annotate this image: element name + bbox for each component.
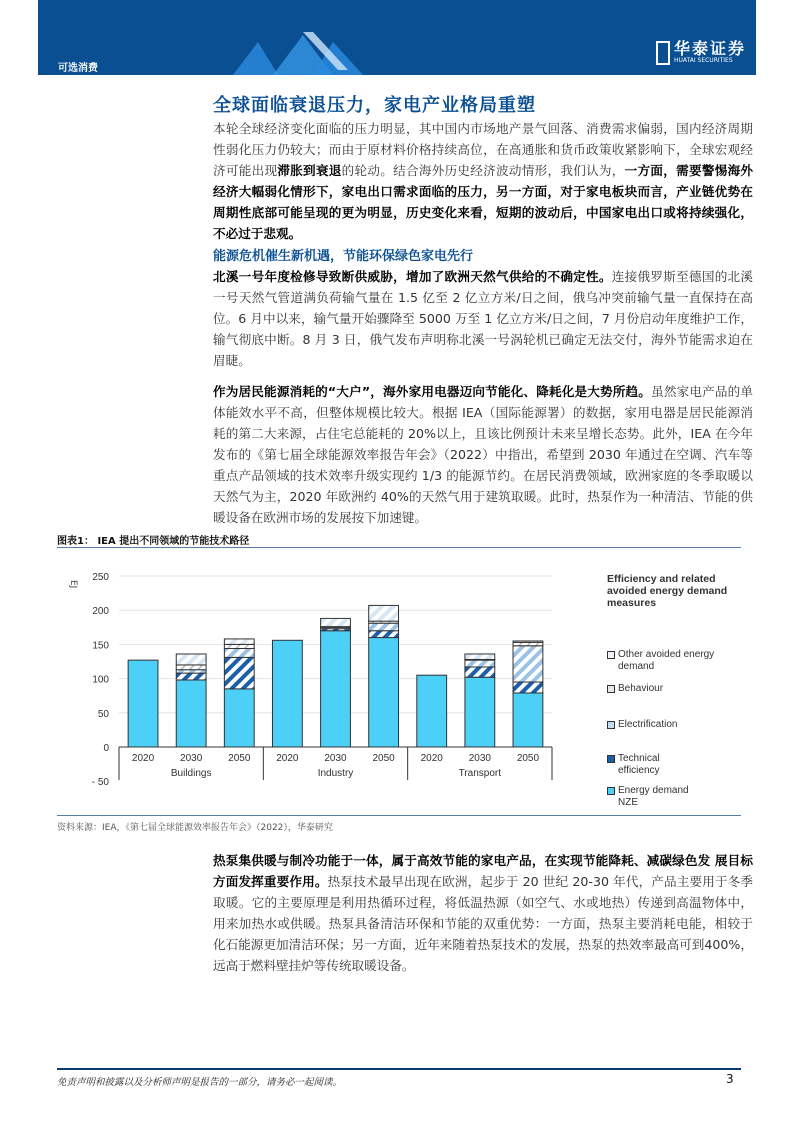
text: 的轮动。结合海外历史经济波动情形，我们认为， [341,163,625,178]
x-tick-label: 2030 [468,753,491,764]
stacked-bar-chart [57,555,597,790]
bar-segment-electrification [465,660,495,667]
legend-item-electrification [607,719,737,731]
x-tick-label: 2020 [131,753,155,764]
bar-segment-energy-demand-nze [417,675,447,747]
bold-text: 北溪一号年度检修导致断供威胁，增加了欧洲天然气供给的不确定性。 [213,269,612,284]
caption-rule [57,547,741,548]
y-tick-label: - 50 [91,777,109,789]
legend-swatch [607,685,615,693]
bar-segment-energy-demand-nze [224,689,254,747]
y-tick-label: 0 [103,743,109,754]
bar-segment-electrification [224,649,254,658]
x-tick-label: 2050 [516,753,540,764]
x-tick-label: 2030 [180,753,203,764]
legend-label: Behaviour [618,683,664,694]
footer-disclaimer: 免责声明和披露以及分析师声明是报告的一部分，请务必一起阅读。 [57,1077,343,1088]
logo-en: HUATAI SECURITIES [673,57,733,64]
bar-segment-behaviour [224,644,254,648]
legend-title: Efficiency and related avoided energy demand measures [607,573,728,609]
figure-source: 资料来源：IEA，《第七届全球能源效率报告年会》（2022），华泰研究 [57,823,333,833]
y-tick-label: 250 [92,572,109,583]
bar-segment-behaviour [513,642,543,645]
y-tick-label: 100 [92,674,109,686]
bar-segment-energy-demand-nze [369,638,399,747]
huatai-logo [656,41,746,65]
bar-segment-electrification [176,670,206,673]
bar-segment-energy-demand-nze [321,631,351,747]
legend-item-other [607,649,737,673]
section-title: 全球面临衰退压力，家电产业格局重塑 [213,95,536,116]
paragraph-4 [213,850,753,976]
page-header [38,0,756,75]
chart-legend [607,573,737,823]
bold-text: 作为居民能源消耗的“大户”，海外家用电器迈向节能化、降耗化是大势所趋。 [213,384,652,399]
group-label: Industry [317,768,354,779]
bar-segment-behaviour [176,665,206,670]
y-tick-label: 200 [92,606,109,618]
subsection-title: 能源危机催生新机遇，节能环保绿色家电先行 [213,249,474,264]
sector-label: 可选消费 [58,63,98,74]
footer-rule [57,1068,741,1070]
legend-label: Electrification [618,719,678,730]
y-tick-label: 50 [97,708,109,720]
bar-segment-energy-demand-nze [176,680,206,747]
legend-swatch [607,721,615,729]
bold-text: 一方面，需要警惕海外经济大幅弱化情形下，家电出口需求面临的压力，另一方面，对于家电板块而言，产业链优势在周期性底部可能呈现的更为明显，历史变化来看，短期的波动后，中国家电出口或将持续强化，不必过于悲观。 [213,163,754,241]
text: 本轮全球经济变化面临的压力明显，其中国内市场地产景气回落、消费需求偏弱，国内经济周期性弱化压力仍较大；而由于原材料价格持续高位，在高通胀和货币政策收紧影响下，全球宏观经济可能出现 [213,121,753,178]
bar-segment-other-avoided-energy-demand [321,618,351,626]
bar-segment-technical-efficiency [176,673,206,680]
bar-segment-technical-efficiency [224,657,254,688]
header-decoration [233,30,373,75]
bar-segment-technical-efficiency [369,631,399,638]
text: 连接俄罗斯至德国的北溪一号天然气管道满负荷输气量在 1.5 亿至 2 亿立方米/日之间，俄乌冲突前输气量一直保持在高位。6 月中以来，输气量开始骤降至 5000 万至 1 亿立方米/日之间，7 月份启动年度维护工作，输气彻底中断。8 月 3 日，俄气发布声明称北溪一号涡轮机已确定无法交付，海外节能需求迫在眉睫。 [213,269,754,368]
bar-segment-energy-demand-nze [513,693,543,747]
bar-segment-electrification [513,646,543,682]
y-tick-label: 150 [92,640,109,652]
group-label: Transport [458,768,502,779]
paragraph-3 [213,381,753,528]
page-number: 3 [726,1072,734,1086]
text: 虽然家电产品的单体能效水平不高，但整体规模比较大。根据 IEA（国际能源署）的数据，家用电器是居民能源消耗的第二大来源，占住宅总能耗的 20%以上，且该比例预计未来呈增长态势。此外，IEA 在今年发布的《第七届全球能源效率报告年会》（2022）中指出，希望到 2030 年通过在空调、汽车等重点产品领域的技术效率升级实现约 1/3 的能源节约。在居民消费领域，欧洲家庭的冬季取暖以天然气为主，2020 年欧洲约 40%的天然气用于建筑取暖。此时，热泵作为一种清洁、节能的供暖设备在欧洲市场的发展按下加速键。 [213,384,753,525]
x-tick-label: 2030 [324,753,347,764]
legend-item-nze [607,785,707,809]
legend-label: Energy demand NZE [618,785,689,808]
bold-text: 滞胀到衰退 [277,163,342,178]
legend-label: Technical efficiency [618,753,660,776]
bar-segment-technical-efficiency [465,667,495,677]
legend-item-technical [607,753,677,777]
legend-label: Other avoided energy demand [618,649,715,672]
y-axis-label: EJ [68,580,78,589]
bar-segment-other-avoided-energy-demand [369,605,399,621]
legend-swatch [607,755,615,763]
text: 热泵技术最早出现在欧洲，起步于 20 世纪 20-30 年代，产品主要用于冬季取暖。它的主要原理是利用热循环过程，将低温热源（如空气、水或地热）传递到高温物体中，用来加热水或供暖。热泵具备清洁环保和节能的双重优势：一方面，热泵主要消耗电能，相较于化石能源更加清洁环保；另一方面，近年来随着热泵技术的发展，热泵的热效率最高可到400%，远高于燃料壁挂炉等传统取暖设备。 [213,874,753,973]
logo-mark-icon [656,41,670,65]
x-tick-label: 2050 [372,753,395,764]
bar-segment-other-avoided-energy-demand [224,639,254,644]
bar-segment-energy-demand-nze [272,640,302,747]
source-rule [57,815,741,816]
x-tick-label: 2020 [420,753,443,764]
bar-segment-energy-demand-nze [128,660,158,747]
legend-swatch [607,651,615,659]
figure-caption: 图表1： IEA 提出不同领域的节能技术路径 [57,536,250,547]
legend-item-behaviour [607,683,737,695]
bold-text: 热泵集供暖与制冷功能于一体，属于高效节能的家电产品，在实现节能降耗、减碳绿色发 展目标方面发挥重要作用。 [213,853,753,889]
x-tick-label: 2050 [228,753,251,764]
logo-cn: 华泰证券 [673,39,746,58]
paragraph-2 [213,266,753,371]
paragraph-1 [213,118,753,244]
legend-swatch [607,787,615,795]
bar-segment-energy-demand-nze [465,677,495,747]
bar-segment-other-avoided-energy-demand [176,654,206,665]
bar-segment-technical-efficiency [513,682,543,693]
bar-segment-electrification [369,623,399,631]
x-tick-label: 2020 [276,753,299,764]
bar-segment-other-avoided-energy-demand [513,641,543,642]
bar-segment-other-avoided-energy-demand [465,654,495,659]
group-label: Buildings [170,768,212,779]
